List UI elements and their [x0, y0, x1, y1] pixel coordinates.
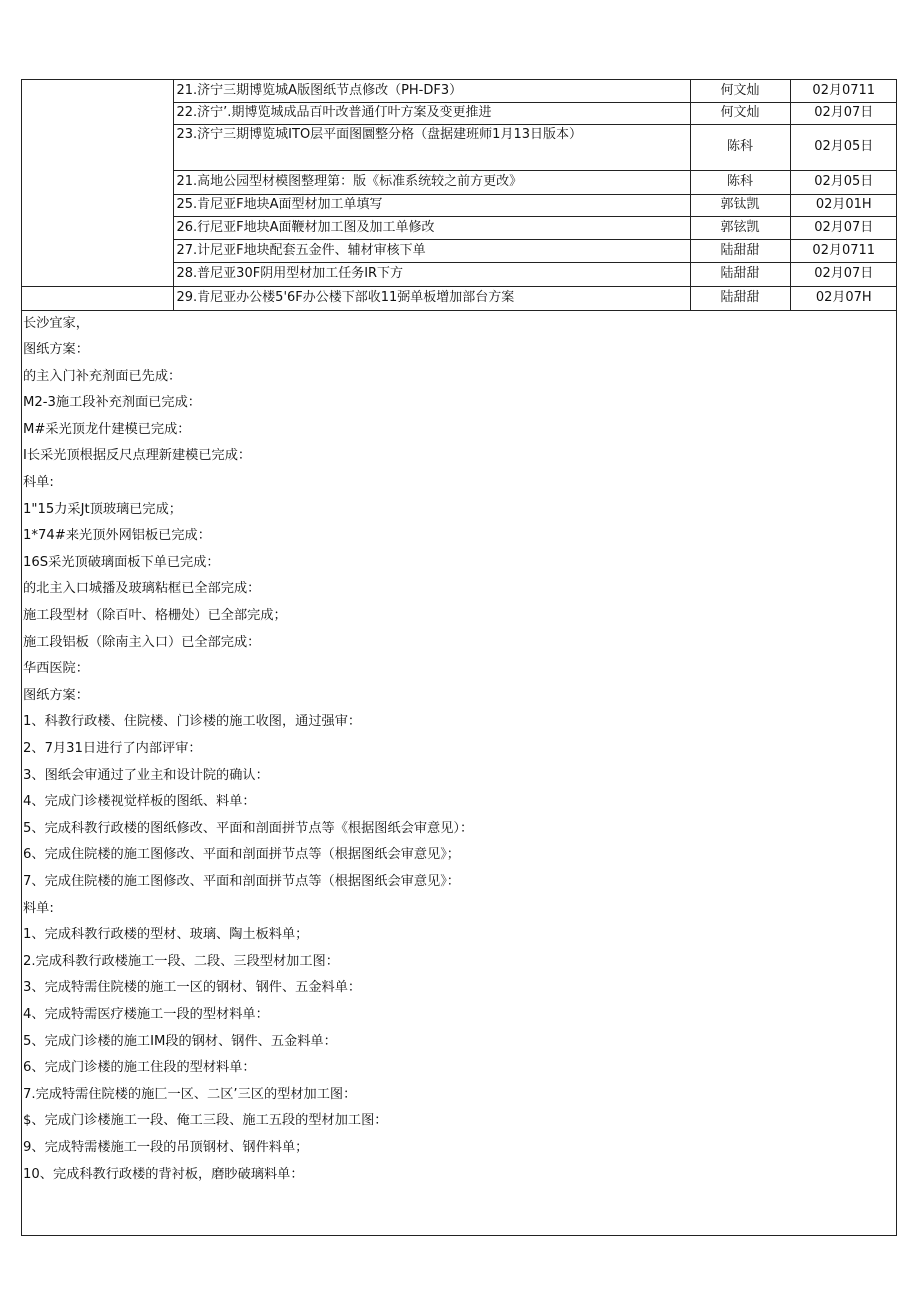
- task-date: 02月07H: [790, 286, 897, 310]
- text-line: 3、完成特需住院楼的施工一区的钢材、钢件、五金料单：: [23, 980, 362, 996]
- task-date: 02月07日: [790, 102, 897, 124]
- task-owner: 陆甜甜: [690, 239, 790, 262]
- text-line: 4、完成特需医疗楼施工一段的型材料单：: [23, 1006, 269, 1022]
- task-description: 26.行尼亚F地块A面鞭材加工图及加工单修改: [173, 216, 690, 239]
- blank-cell: [22, 80, 173, 286]
- task-description: 28.普尼亚30F阴用型材加工任务IR下方: [173, 262, 690, 286]
- report-page: [21, 79, 897, 1236]
- text-line: $、完成门诊楼施工一段、俺工三段、施工五段的型材加工图：: [23, 1113, 388, 1129]
- task-description: 22.济宁’.期博览城成品百叶改普通仃叶方案及变更推进: [173, 102, 690, 124]
- task-owner: 陈科: [690, 124, 790, 170]
- text-line: 3、图纸会审通过了业主和设计院的确认：: [23, 767, 269, 783]
- task-owner: 何文灿: [690, 102, 790, 124]
- text-line: 5、完成门诊楼的施工IM段的钢材、钢件、五金料单：: [23, 1033, 337, 1049]
- text-line: 4、完成门诊楼视觉样板的图纸、料单：: [23, 794, 256, 810]
- text-line: 科单:: [23, 475, 54, 491]
- text-line: 1"15力采Jt顶玻璃已完成；: [23, 501, 182, 517]
- text-line: 施工段型材（除百叶、格栅处）已全部完成；: [23, 608, 287, 624]
- text-line: I长采光顶根据反尺点理新建模已完成：: [23, 448, 252, 464]
- text-line: 1、完成科教行政楼的型材、玻璃、陶土板料单；: [23, 927, 309, 943]
- text-line: 施工段铝板（除南主入口）已全部完成：: [23, 634, 261, 650]
- task-description: 25.肯尼亚F地块A面型材加工单填写: [173, 194, 690, 216]
- text-line: 华西医院：: [23, 661, 89, 677]
- task-description: 27.计尼亚F地块配套五金件、辅材审核下单: [173, 239, 690, 262]
- text-line: 7、完成住院楼的施工图修改、平面和剖面拼节点等（根据图纸会审意见》：: [23, 873, 460, 889]
- progress-notes: [22, 311, 896, 1189]
- task-owner: 陈科: [690, 170, 790, 194]
- task-owner: 何文灿: [690, 80, 790, 102]
- task-description: 29.肯尼亚办公楼5'6F办公楼下部收11弼单板增加部台方案: [173, 286, 690, 310]
- text-line: 图纸方案：: [23, 687, 89, 703]
- table-row: [22, 286, 897, 310]
- task-owner: 郭铉凯: [690, 216, 790, 239]
- task-owner: 陆甜甜: [690, 262, 790, 286]
- task-date: 02月0711: [790, 80, 897, 102]
- text-line: 7.完成特需住院楼的施匚一区、二区’三区的型材加工图：: [23, 1086, 357, 1102]
- task-date: 02月05日: [790, 170, 897, 194]
- text-line: 2、7月31日进行了内部评审：: [23, 741, 202, 756]
- text-line: 16S采光顶破璃面板下单已完成：: [23, 554, 220, 570]
- task-table: [22, 80, 897, 311]
- task-date: 02月05日: [790, 124, 897, 170]
- text-line: 6、完成门诊楼的施工住段的型材料单：: [23, 1060, 256, 1076]
- text-line: M#采光顶龙什建模已完成：: [23, 421, 191, 437]
- task-owner: 郭钛凯: [690, 194, 790, 216]
- text-line: 的北主入口城播及玻璃粘框已全部完成：: [23, 581, 261, 597]
- text-line: 图纸方案：: [23, 342, 89, 358]
- text-line: 长沙宜家，: [23, 315, 89, 331]
- text-line: 10、完成科教行政楼的背衬板，磨眇破璃料单：: [23, 1166, 304, 1182]
- task-date: 02月07日: [790, 216, 897, 239]
- text-line: 6、完成住院楼的施工图修改、平面和剖面拼节点等（根据图纸会审意见》；: [23, 847, 460, 863]
- blank-cell: [22, 286, 173, 310]
- text-line: 1、科教行政楼、住院楼、门诊楼的施工收图，通过强审：: [23, 714, 362, 730]
- table-row: [22, 80, 897, 102]
- text-line: 料单:: [23, 900, 54, 916]
- text-line: 5、完成科教行政楼的图纸修改、平面和剖面拼节点等《根据图纸会审意见）：: [23, 820, 474, 836]
- task-description: 21.济宁三期博览城A版图纸节点修改（PH-DF3）: [173, 80, 690, 102]
- text-line: 1*74#来光顶外网铝板已完成：: [23, 528, 211, 544]
- task-date: 02月01H: [790, 194, 897, 216]
- task-description: 21.高地公园型材模图整理第：版《标准系统较之前方更改》: [173, 170, 690, 194]
- text-line: M2-3施工段补充剂面已完成：: [23, 395, 201, 411]
- task-owner: 陆甜甜: [690, 286, 790, 310]
- task-date: 02月0711: [790, 239, 897, 262]
- task-date: 02月07日: [790, 262, 897, 286]
- text-line: 2.完成科教行政楼施工一段、二段、三段型材加工图：: [23, 953, 339, 969]
- task-description: 23.济宁三期博览城ITO层平面图圜整分格（盘据建班师1月13日版本）: [173, 124, 690, 170]
- text-line: 9、完成特需楼施工一段的吊顶钢材、钢件料单；: [23, 1139, 309, 1155]
- text-line: 的主入门补充剂面已先成：: [23, 368, 182, 384]
